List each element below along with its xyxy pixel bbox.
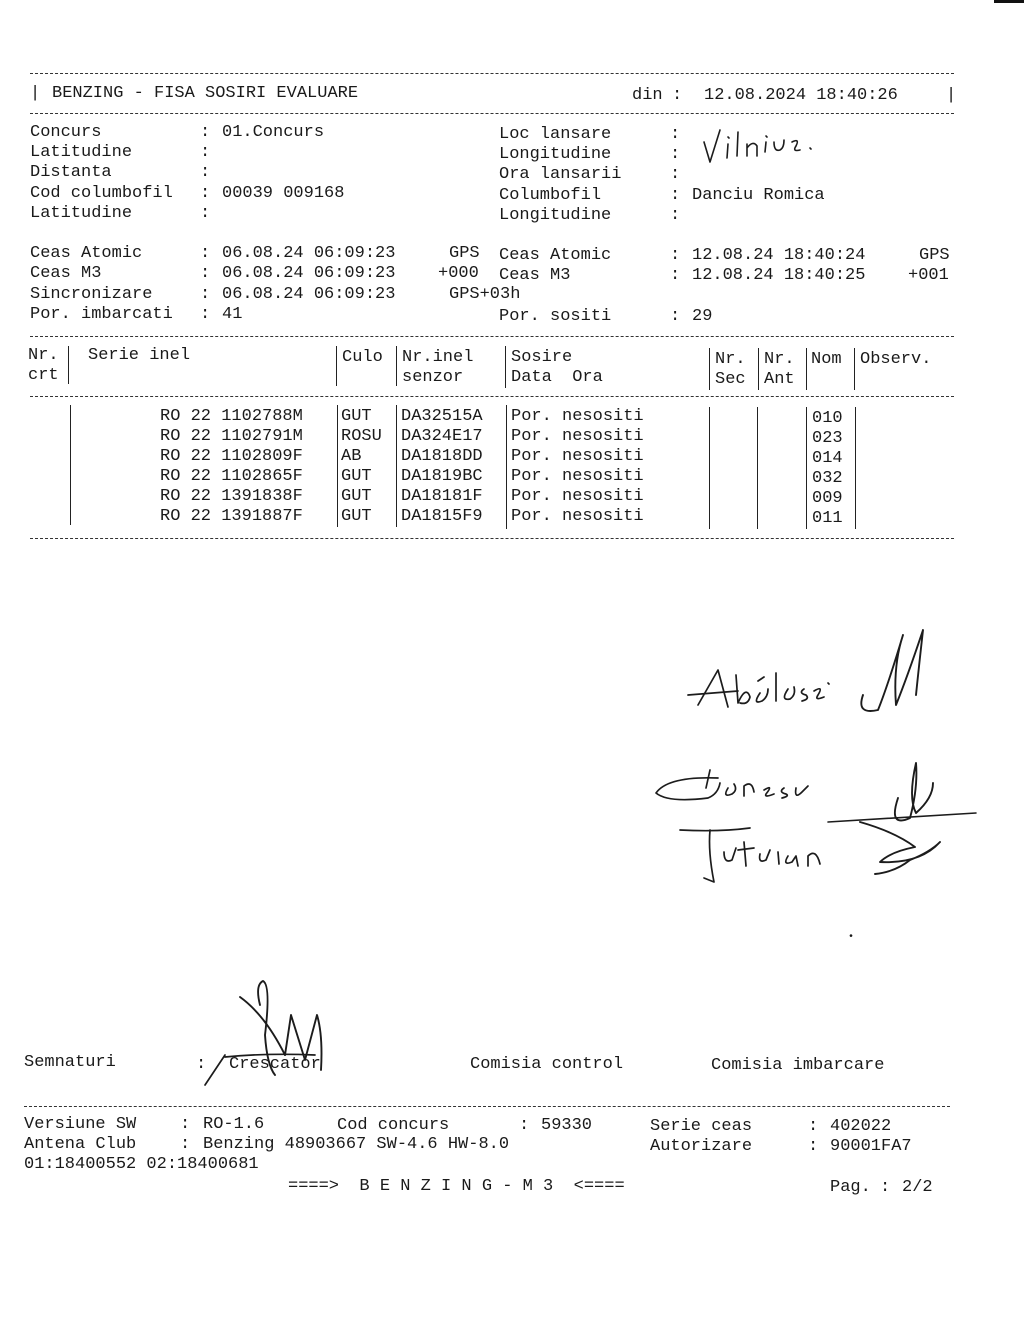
page-label: Pag.: [830, 1178, 871, 1197]
signature-tutuian: [680, 812, 960, 892]
color-code: GUT: [341, 487, 372, 506]
colon: :: [200, 123, 211, 142]
col-observ: Observ.: [860, 350, 932, 369]
arrival: Por. nesositi: [511, 407, 644, 426]
porumbei-imbarcati: 41: [222, 305, 243, 324]
handwritten-location-vilnius: [700, 122, 830, 167]
date-label: din: [632, 86, 663, 105]
column-separator: [855, 407, 856, 529]
arrival: Por. nesositi: [511, 487, 644, 506]
nom-value: 032: [812, 469, 843, 488]
info-label: Distanta: [30, 163, 112, 182]
colon: :: [670, 206, 681, 225]
arrival: Por. nesositi: [511, 507, 644, 526]
cod-columbofil-value: 00039 009168: [222, 184, 345, 203]
col-sec-bottom: Sec: [715, 370, 746, 389]
info-label: Latitudine: [30, 143, 133, 162]
column-separator: [70, 405, 71, 525]
signature-abalasei: [688, 625, 938, 725]
divider: [30, 396, 954, 397]
colon: :: [519, 1116, 530, 1135]
sync-suffix: GPS: [919, 246, 950, 265]
colon: :: [200, 184, 211, 203]
col-sec-top: Nr.: [715, 350, 746, 369]
page-number: 2/2: [902, 1178, 933, 1197]
column-separator: [758, 348, 759, 390]
sensor-ring: DA32515A: [401, 407, 483, 426]
column-separator: [806, 407, 807, 529]
sensor-ring: DA1815F9: [401, 507, 483, 526]
divider: [30, 113, 954, 114]
col-ant-bottom: Ant: [764, 370, 795, 389]
colon: :: [200, 264, 211, 283]
ring-series: RO 22 1102809F: [160, 447, 303, 466]
sync-label: Sincronizare: [30, 285, 153, 304]
scan-edge-mark: [994, 0, 1024, 3]
cod-concurs-value: 59330: [541, 1116, 593, 1135]
colon: :: [200, 244, 211, 263]
sync-suffix: +001: [908, 266, 949, 285]
comisia-imbarcare-label: Comisia imbarcare: [711, 1056, 885, 1075]
col-nr-inel-top: Nr.inel: [402, 348, 474, 367]
divider: [30, 538, 954, 539]
antenna-ids: 01:18400552 02:18400681: [24, 1155, 259, 1174]
nom-value: 023: [812, 429, 843, 448]
colon: :: [200, 305, 211, 324]
column-separator: [396, 405, 397, 527]
ring-series: RO 22 1391838F: [160, 487, 303, 506]
colon: :: [670, 186, 681, 205]
info-label: Cod columbofil: [30, 184, 173, 203]
color-code: GUT: [341, 507, 372, 526]
info-label: Longitudine: [499, 206, 612, 225]
arrival: Por. nesositi: [511, 427, 644, 446]
sync-label: Ceas Atomic: [30, 244, 143, 263]
colon: :: [808, 1137, 819, 1156]
col-nr-inel-bottom: senzor: [402, 368, 464, 387]
header-right-bar: |: [946, 86, 957, 105]
nom-value: 014: [812, 449, 843, 468]
colon: :: [200, 163, 211, 182]
column-separator: [505, 346, 506, 388]
concurs-value: 01.Concurs: [222, 123, 325, 142]
ring-series: RO 22 1102791M: [160, 427, 303, 446]
sync-suffix: GPS: [449, 244, 480, 263]
sensor-ring: DA1818DD: [401, 447, 483, 466]
autorizare-value: 90001FA7: [830, 1137, 912, 1156]
sync-label: Ceas M3: [30, 264, 102, 283]
color-code: AB: [341, 447, 362, 466]
brand-banner: ====> B E N Z I N G - M 3 <====: [288, 1177, 625, 1196]
antena-value: Benzing 48903667 SW-4.6 HW-8.0: [203, 1135, 510, 1154]
info-label: Latitudine: [30, 204, 133, 223]
colon: :: [670, 246, 681, 265]
colon: :: [200, 143, 211, 162]
ring-series: RO 22 1102865F: [160, 467, 303, 486]
color-code: GUT: [341, 467, 372, 486]
nom-value: 011: [812, 509, 843, 528]
sincronizare-value: 06.08.24 06:09:23: [222, 285, 396, 304]
ceas-atomic-start: 06.08.24 06:09:23: [222, 244, 396, 263]
divider: [30, 336, 954, 337]
antena-label: Antena Club: [24, 1135, 137, 1154]
sensor-ring: DA1819BC: [401, 467, 483, 486]
ring-series: RO 22 1102788M: [160, 407, 303, 426]
colon: :: [196, 1055, 207, 1074]
column-separator: [396, 346, 397, 386]
col-nr-top: Nr.: [28, 346, 59, 365]
col-culo: Culo: [342, 348, 383, 367]
divider: [30, 73, 954, 74]
colon: :: [670, 125, 681, 144]
column-separator: [806, 348, 807, 390]
colon: :: [670, 165, 681, 184]
column-separator: [709, 407, 710, 529]
colon: :: [180, 1135, 191, 1154]
col-nr-bottom: crt: [28, 366, 59, 385]
colon: :: [670, 145, 681, 164]
column-separator: [68, 346, 69, 384]
document-title: BENZING - FISA SOSIRI EVALUARE: [52, 84, 359, 103]
col-sosire-bottom: Data Ora: [511, 368, 603, 387]
ring-series: RO 22 1391887F: [160, 507, 303, 526]
crescator-label: Crescator: [229, 1055, 321, 1074]
nom-value: 010: [812, 409, 843, 428]
colon: :: [200, 285, 211, 304]
column-separator: [337, 405, 338, 527]
stray-mark: •: [848, 932, 855, 943]
colon: :: [670, 266, 681, 285]
versiune-value: RO-1.6: [203, 1115, 265, 1134]
comisia-control-label: Comisia control: [470, 1055, 624, 1074]
colon: :: [672, 86, 683, 105]
sync-label: Por. sositi: [499, 307, 612, 326]
header-left-bar: |: [30, 84, 41, 103]
col-serie-inel: Serie inel: [88, 346, 191, 365]
colon: :: [180, 1115, 191, 1134]
info-label: Concurs: [30, 123, 102, 142]
serie-ceas-value: 402022: [830, 1117, 892, 1136]
nom-value: 009: [812, 489, 843, 508]
autorizare-label: Autorizare: [650, 1137, 753, 1156]
sensor-ring: DA18181F: [401, 487, 483, 506]
col-ant-top: Nr.: [764, 350, 795, 369]
color-code: GUT: [341, 407, 372, 426]
col-nom: Nom: [811, 350, 842, 369]
sync-label: Por. imbarcati: [30, 305, 173, 324]
colon: :: [670, 307, 681, 326]
arrival: Por. nesositi: [511, 467, 644, 486]
info-label: Columbofil: [499, 186, 602, 205]
columbofil-value: Danciu Romica: [692, 186, 825, 205]
info-label: Longitudine: [499, 145, 612, 164]
info-label: Ora lansarii: [499, 165, 622, 184]
col-sosire-top: Sosire: [511, 348, 573, 367]
sync-label: Ceas Atomic: [499, 246, 612, 265]
column-separator: [506, 405, 507, 529]
column-separator: [709, 348, 710, 390]
sync-label: Ceas M3: [499, 266, 571, 285]
signatures-label: Semnaturi: [24, 1053, 116, 1072]
ceas-atomic-end: 12.08.24 18:40:24: [692, 246, 866, 265]
porumbei-sositi: 29: [692, 307, 713, 326]
column-separator: [854, 348, 855, 390]
sensor-ring: DA324E17: [401, 427, 483, 446]
sync-suffix: GPS+03h: [449, 285, 521, 304]
serie-ceas-label: Serie ceas: [650, 1117, 753, 1136]
colon: :: [808, 1117, 819, 1136]
divider: [24, 1106, 950, 1107]
colon: :: [880, 1178, 891, 1197]
report-datetime: 12.08.2024 18:40:26: [704, 86, 898, 105]
arrival: Por. nesositi: [511, 447, 644, 466]
ceas-m3-start: 06.08.24 06:09:23: [222, 264, 396, 283]
info-label: Loc lansare: [499, 125, 612, 144]
signature-crescator: [205, 975, 345, 1100]
column-separator: [757, 407, 758, 529]
cod-concurs-label: Cod concurs: [337, 1116, 450, 1135]
sync-suffix: +000: [438, 264, 479, 283]
colon: :: [200, 204, 211, 223]
column-separator: [336, 346, 337, 386]
color-code: ROSU: [341, 427, 382, 446]
ceas-m3-end: 12.08.24 18:40:25: [692, 266, 866, 285]
versiune-label: Versiune SW: [24, 1115, 137, 1134]
